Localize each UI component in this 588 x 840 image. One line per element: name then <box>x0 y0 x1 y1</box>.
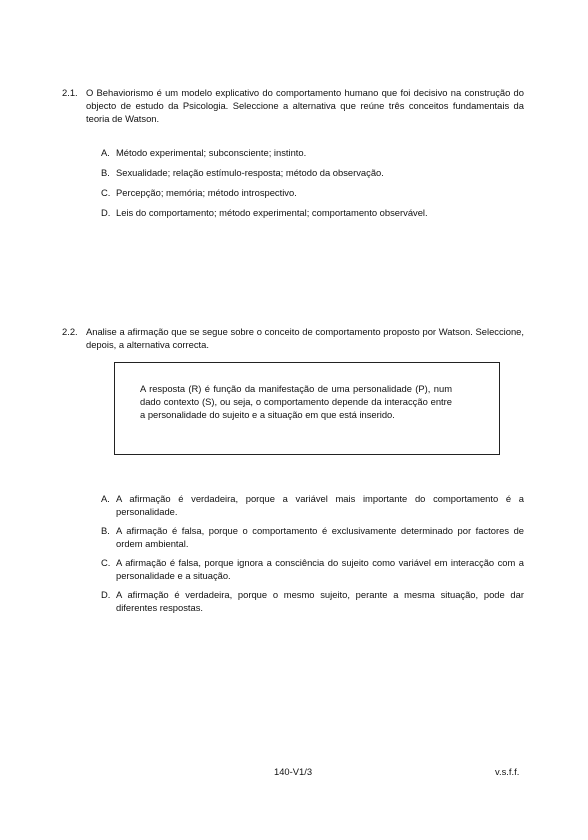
option-text: A afirmação é falsa, porque o comportamento é exclusivamente determinado por factores de ordem ambiental. <box>116 525 524 549</box>
question-2-2 <box>62 325 524 351</box>
option-c <box>101 186 524 199</box>
option-a <box>101 146 524 159</box>
option-letter: C. <box>101 187 111 198</box>
statement-text: A resposta (R) é função da manifestação de uma personalidade (P), num dado contexto (S), ou seja, o comportamento depende da interacção entre a personalidade do sujeito e a situação em que está inserido. <box>140 383 452 420</box>
option-c <box>101 556 524 582</box>
option-text: Sexualidade; relação estímulo-resposta; método da observação. <box>116 167 384 178</box>
page-code: 140-V1/3 <box>274 766 313 777</box>
option-text: A afirmação é falsa, porque ignora a consciência do sujeito como variável em interacção com a personalidade e a situação. <box>116 557 524 581</box>
question-number: 2.1. <box>62 87 78 98</box>
option-letter: D. <box>101 589 111 600</box>
question-text: Analise a afirmação que se segue sobre o conceito de comportamento proposto por Watson. Seleccione, depois, a alternativa correcta. <box>86 326 524 350</box>
question-text: O Behaviorismo é um modelo explicativo do comportamento humano que foi decisivo na construção do objecto de estudo da Psicologia. Seleccione a alternativa que reúne três conceitos fundamentais da teoria de Watson. <box>86 87 524 124</box>
option-text: Leis do comportamento; método experimental; comportamento observável. <box>116 207 428 218</box>
option-a <box>101 492 524 518</box>
option-text: Percepção; memória; método introspectivo. <box>116 187 297 198</box>
option-letter: B. <box>101 525 110 536</box>
option-b <box>101 524 524 550</box>
option-letter: B. <box>101 167 110 178</box>
question-2-2-options <box>101 492 524 614</box>
option-text: A afirmação é verdadeira, porque o mesmo sujeito, perante a mesma situação, pode dar diferentes respostas. <box>116 589 524 613</box>
question-number: 2.2. <box>62 326 78 337</box>
option-text: A afirmação é verdadeira, porque a variável mais importante do comportamento é a personalidade. <box>116 493 524 517</box>
option-letter: D. <box>101 207 111 218</box>
option-text: Método experimental; subconsciente; instinto. <box>116 147 307 158</box>
option-letter: C. <box>101 557 111 568</box>
option-d <box>101 588 524 614</box>
option-letter: A. <box>101 493 110 504</box>
option-b <box>101 166 524 179</box>
statement-box <box>114 362 500 455</box>
question-2-1 <box>62 86 524 125</box>
page-continuation: v.s.f.f. <box>495 766 520 777</box>
option-letter: A. <box>101 147 110 158</box>
option-d <box>101 206 524 219</box>
question-2-1-options <box>101 146 524 219</box>
